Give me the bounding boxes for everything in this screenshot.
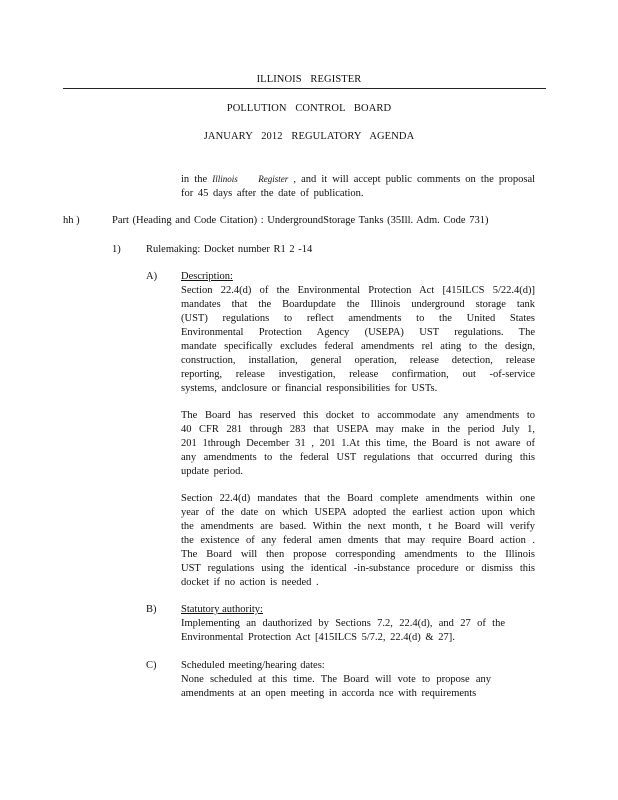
intro-italic-register: Register xyxy=(258,174,289,184)
section-c-line: None scheduled at this time. The Board will vote to propose any xyxy=(181,674,491,685)
section-a-label: A) xyxy=(146,271,158,282)
section-b-line: Implementing an dauthorized by Sections 7.2, 22.4(d), and 27 of the xyxy=(181,618,505,629)
item-hh-text: Part (Heading and Code Citation) : UndergroundStorage Tanks (35Ill. Adm. Code 731) xyxy=(112,215,489,226)
intro-line-1 xyxy=(181,174,535,185)
intro-text-pre: in the xyxy=(181,174,213,185)
section-c-label: C) xyxy=(146,660,157,671)
section-a-p1-line: mandates that the Boardupdate the Illinois underground storage tank xyxy=(181,299,535,310)
section-a-p1-line: Section 22.4(d) of the Environmental Protection Act [415ILCS 5/22.4(d)] xyxy=(181,285,535,296)
section-a-heading: Description: xyxy=(181,271,233,282)
section-c-heading: Scheduled meeting/hearing dates: xyxy=(181,660,325,671)
section-a-p1-line: (UST) regulations to reflect amendments to the United States xyxy=(181,313,535,324)
section-a-p1-line: reporting, release investigation, release confirmation, out -of-service xyxy=(181,369,535,380)
section-b-label: B) xyxy=(146,604,157,615)
agency-title: POLLUTION CONTROL BOARD xyxy=(226,103,392,114)
section-a-p3-line: year of the date on which USEPA adopted the earliest action upon which xyxy=(181,507,535,518)
intro-line-2: for 45 days after the date of publication. xyxy=(181,188,364,199)
section-a-p2-line: any amendments to the federal UST regulations that occurred during this xyxy=(181,452,535,463)
section-a-p3-line: Section 22.4(d) mandates that the Board complete amendments within one xyxy=(181,493,535,504)
section-a-p3-line: docket if no action is needed . xyxy=(181,577,319,588)
section-a-p2-line: update period. xyxy=(181,466,244,477)
section-b-line: Environmental Protection Act [415ILCS 5/7.2, 22.4(d) & 27]. xyxy=(181,632,455,643)
agenda-title: JANUARY 2012 REGULATORY AGENDA xyxy=(203,131,415,142)
item-1-text: Rulemaking: Docket number R1 2 -14 xyxy=(146,244,313,255)
section-a-p2-line: 201 1through December 31 , 201 1.At this time, the Board is not aware of xyxy=(181,438,535,449)
section-b-heading: Statutory authority: xyxy=(181,604,263,615)
item-hh-label: hh ) xyxy=(63,215,80,226)
intro-text-post: , and it will accept public comments on the proposal xyxy=(288,174,536,185)
register-title: ILLINOIS REGISTER xyxy=(256,74,362,85)
intro-italic-illinois: Illinois xyxy=(212,174,238,184)
section-a-p2-line: 40 CFR 281 through 283 that USEPA may make in the period July 1, xyxy=(181,424,535,435)
section-a-p3-line: UST regulations using the identical -in-substance procedure or dismiss this xyxy=(181,563,535,574)
header-divider xyxy=(63,88,546,89)
section-c-line: amendments at an open meeting in accorda nce with requirements xyxy=(181,688,477,699)
section-a-p3-line: the existence of any federal amen dments that may require Board action . xyxy=(181,535,535,546)
section-a-p3-line: the amendments are based. Within the next month, t he Board will verify xyxy=(181,521,535,532)
section-a-p3-line: The Board will then propose corresponding amendments to the Illinois xyxy=(181,549,535,560)
section-a-p1-line: mandate specifically excludes federal amendments rel ating to the design, xyxy=(181,341,535,352)
section-a-p1-line: construction, installation, general operation, release detection, release xyxy=(181,355,535,366)
section-a-p1-line: systems, andclosure or financial responsibilities for USTs. xyxy=(181,383,438,394)
section-a-p2-line: The Board has reserved this docket to accommodate any amendments to xyxy=(181,410,535,421)
section-a-p1-line: Environmental Protection Agency (USEPA) UST regulations. The xyxy=(181,327,535,338)
item-1-label: 1) xyxy=(112,244,121,255)
